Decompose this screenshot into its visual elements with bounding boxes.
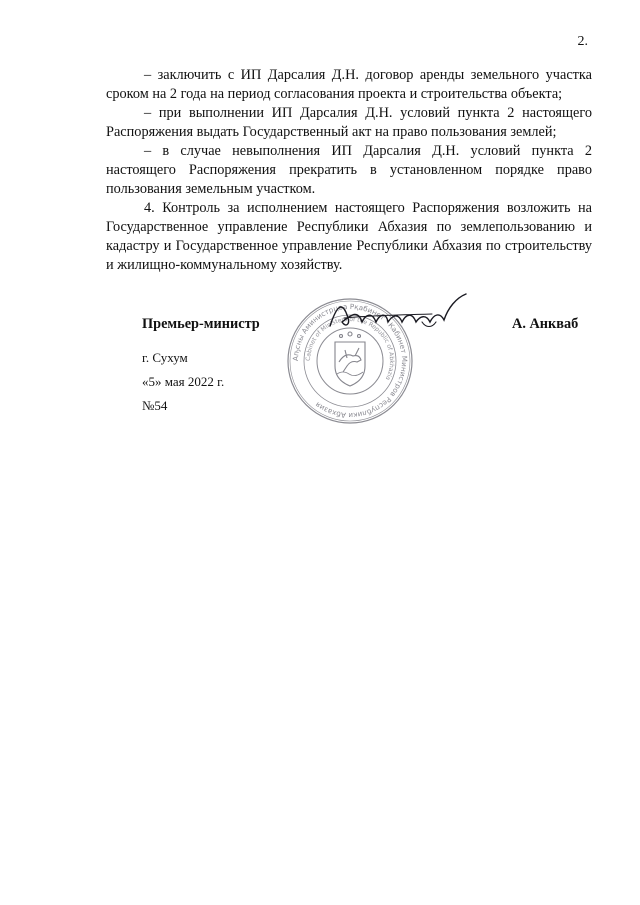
document-meta bbox=[142, 346, 224, 418]
handwritten-signature bbox=[322, 288, 472, 334]
seal-inner-text: Cabinet of Ministers of the Republic of Abkhazia bbox=[304, 315, 396, 382]
body-text bbox=[106, 66, 592, 275]
coat-of-arms-icon bbox=[335, 332, 365, 386]
seal-outer-text: Аҧсны Аминистрцәа Рқабинет · Кабинет Министров Республики Абхазия bbox=[290, 301, 410, 421]
paragraph-land-act-clause: – при выполнении ИП Дарсалия Д.Н. условий пункта 2 настоящего Распоряжения выдать Государственный акт на право пользования землей; bbox=[106, 105, 592, 140]
paragraph-termination-clause: – в случае невыполнения ИП Дарсалия Д.Н. условий пункта 2 настоящего Распоряжения прекратить в установленном порядке право пользования земельным участком. bbox=[106, 143, 592, 197]
issue-date: «5» мая 2022 г. bbox=[142, 374, 225, 389]
page-number: 2. bbox=[577, 34, 588, 49]
signatory-title: Премьер-министр bbox=[142, 316, 260, 332]
issue-place: г. Сухум bbox=[142, 350, 188, 365]
document-number: №54 bbox=[142, 398, 168, 413]
paragraph-lease-clause: – заключить с ИП Дарсалия Д.Н. договор аренды земельного участка сроком на 2 года на период согласования проекта и строительства объекта; bbox=[106, 67, 592, 102]
seal-emblem-ring bbox=[317, 328, 383, 394]
paragraph-control-clause: 4. Контроль за исполнением настоящего Распоряжения возложить на Государственное управление Республики Абхазия по землепользованию и кадастру и Государственное управление Республики Абхазия по строительству и жилищно-коммунальному хозяйству. bbox=[106, 200, 592, 273]
signatory-name: А. Анкваб bbox=[512, 316, 579, 332]
